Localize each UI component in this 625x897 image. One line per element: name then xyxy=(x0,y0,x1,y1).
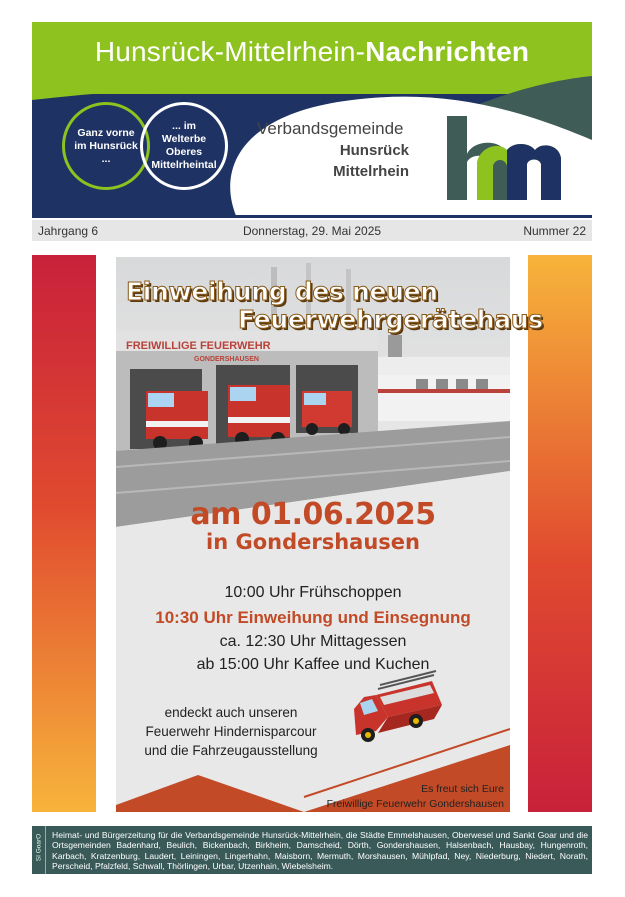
schedule-item: ca. 12:30 Uhr Mittagessen xyxy=(219,633,407,650)
schedule-item: 10:00 Uhr Frühschoppen xyxy=(224,584,402,601)
masthead xyxy=(32,22,592,218)
event-date: am 01.06.2025 xyxy=(190,497,436,532)
publication-description: Heimat- und Bürgerzeitung für die Verbandsgemeinde Hunsrück-Mittelrhein, die Städte Emmelshausen, Oberwesel und Sankt Goar und die Ortsgemeinden Badenhard, Beulich, Bickenbach, Birkheim, Damscheid, Dörth, Gondershausen, Halsenbach, Hausbay, Hungenroth, Karbach, Kratzenburg, Laudert, Leiningen, Lingerhahn, Maisborn, Mermuth, Morshausen, Mühlpfad, Ney, Niederburg, Niedert, Norath, Perscheid, Pfalzfeld, Schwall, Thörlingen, Urbar, Utzenhain, Wiebelsheim. xyxy=(52,830,588,872)
vg-name-line2: Mittelrhein xyxy=(333,163,409,180)
event-poster xyxy=(116,257,543,812)
issue-date: Donnerstag, 29. Mai 2025 xyxy=(242,224,382,238)
building-sign: FREIWILLIGE FEUERWEHR xyxy=(126,340,271,352)
newspaper-title: Hunsrück-Mittelrhein-Nachrichten xyxy=(94,36,530,67)
thanks-line2: Freiwillige Feuerwehr Gondershausen xyxy=(326,798,504,810)
poster-title-line2: Feuerwehrgerätehaus xyxy=(238,305,543,334)
slogan-circle-hunsrueck: Ganz vorne im Hunsrück ... xyxy=(62,102,150,190)
extra-info-line: Feuerwehr Hindernisparcour xyxy=(145,724,317,739)
hm-logo-icon xyxy=(437,110,569,204)
schedule-item: ab 15:00 Uhr Kaffee und Kuchen xyxy=(196,656,430,673)
issue-number: Nummer 22 xyxy=(523,224,586,238)
issue-info-bar xyxy=(32,220,592,241)
building-sign-sub: GONDERSHAUSEN xyxy=(194,356,259,363)
poster-footer-art xyxy=(116,257,510,812)
volume-label: Jahrgang 6 xyxy=(38,224,99,238)
fire-truck-icon xyxy=(354,671,442,742)
extra-info-line: endeckt auch unseren xyxy=(164,705,298,720)
slogan-circle-welterbe: ... im Welterbe Oberes Mittelrheintal xyxy=(140,102,228,190)
extra-info-line: und die Fahrzeugausstellung xyxy=(144,743,318,758)
schedule-item-highlight: 10:30 Uhr Einweihung und Einsegnung xyxy=(155,608,471,627)
signature-text: SI GoarO xyxy=(35,833,43,862)
vg-name-line1: Hunsrück xyxy=(339,142,409,159)
thanks-line1: Es freut sich Eure xyxy=(421,783,504,795)
left-gradient-bar xyxy=(32,255,96,812)
masthead-rule xyxy=(32,215,592,218)
signature-box xyxy=(32,826,46,874)
publication-footer xyxy=(32,826,592,874)
event-place: in Gondershausen xyxy=(206,530,420,554)
poster-title-line1: Einweihung des neuen xyxy=(126,277,438,306)
right-gradient-bar xyxy=(528,255,592,812)
vg-label: Verbandsgemeinde xyxy=(257,119,404,138)
